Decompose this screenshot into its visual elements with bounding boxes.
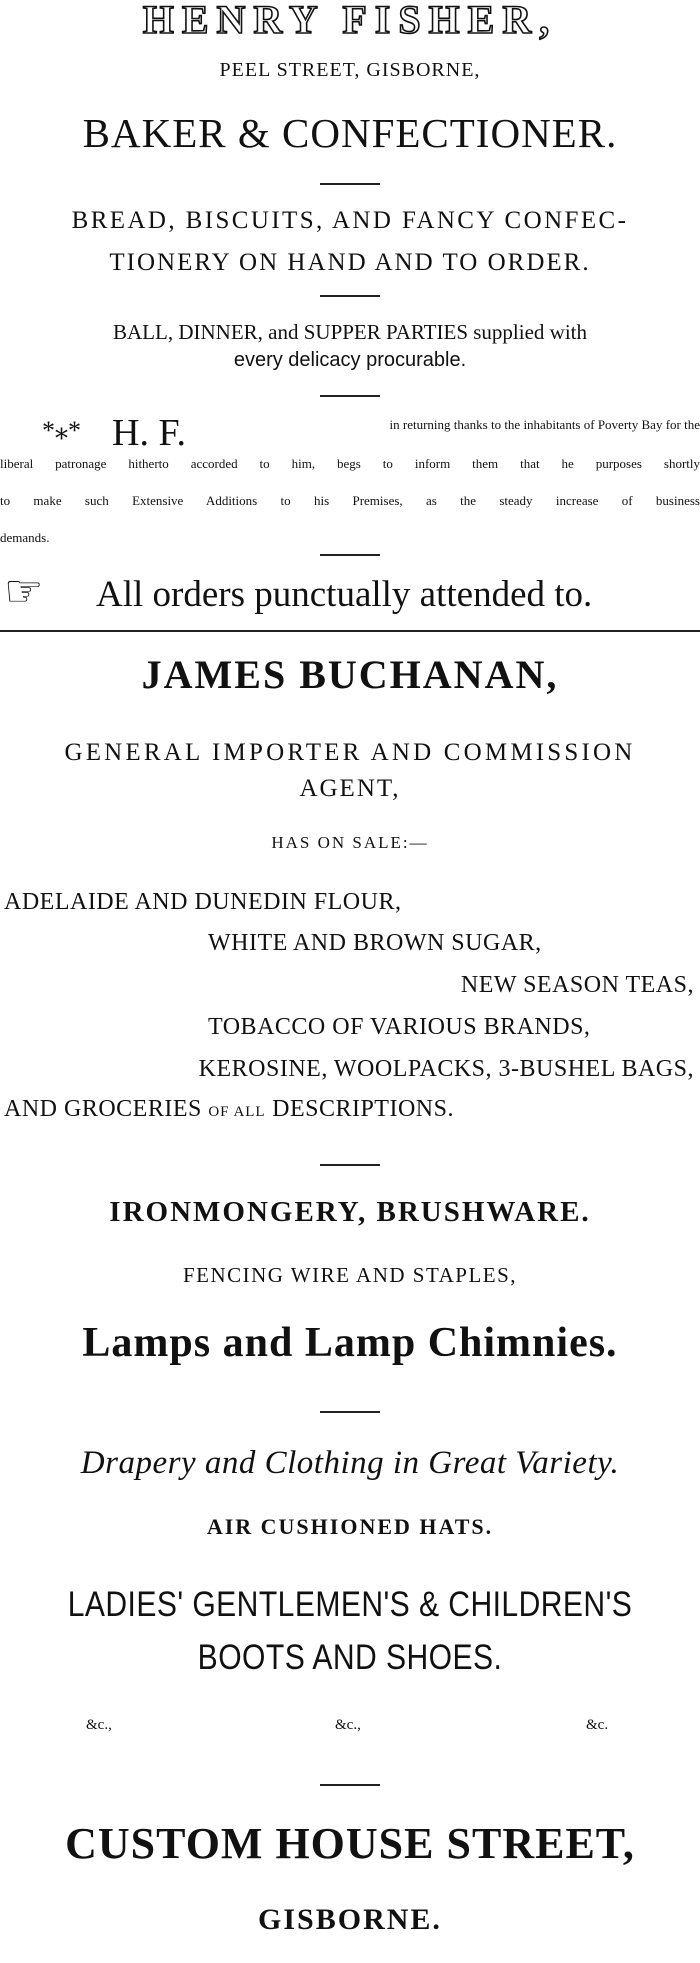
buchanan-town: GISBORNE. — [258, 1903, 442, 1936]
fisher-name: HENRY FISHER, — [142, 0, 558, 42]
goods-item: ADELAIDE AND DUNEDIN FLOUR, — [4, 889, 402, 915]
buchanan-boots-line-1: LADIES' GENTLEMEN'S & CHILDREN'S — [67, 1585, 633, 1624]
goods-item: WHITE AND BROWN SUGAR, — [208, 930, 542, 956]
divider — [320, 1784, 380, 1786]
buchanan-role-line-1: GENERAL IMPORTER AND COMMISSION — [64, 739, 636, 766]
groceries-part-a: AND GROCERIES — [4, 1096, 202, 1122]
goods-item: TOBACCO OF VARIOUS BRANDS, — [208, 1014, 591, 1040]
buchanan-on-sale: HAS ON SALE:— — [271, 833, 429, 852]
buchanan-fencing: FENCING WIRE AND STAPLES, — [182, 1263, 518, 1287]
pointing-hand-icon: ☞ — [4, 567, 44, 616]
etc-mark: &c., — [335, 1717, 361, 1733]
divider — [320, 395, 380, 397]
fisher-trade: BAKER & CONFECTIONER. — [82, 110, 618, 156]
buchanan-lamps: Lamps and Lamp Chimnies. — [82, 1320, 618, 1366]
fisher-notice-line-1: in returning thanks to the inhabitants of Poverty Bay for the — [389, 417, 700, 432]
etc-mark: &c., — [86, 1717, 112, 1733]
groceries-line — [4, 1097, 700, 1121]
fisher-initials: H. F. — [112, 412, 187, 454]
buchanan-role-line-2: AGENT, — [299, 775, 401, 802]
divider — [320, 554, 380, 556]
buchanan-drapery: Drapery and Clothing in Great Variety. — [80, 1445, 620, 1481]
divider — [320, 1411, 380, 1413]
divider — [320, 1164, 380, 1166]
fisher-orders: All orders punctually attended to. — [96, 574, 593, 615]
buchanan-hats: AIR CUSHIONED HATS. — [206, 1514, 494, 1539]
buchanan-name: JAMES BUCHANAN, — [141, 652, 559, 697]
advert-separator — [0, 630, 700, 632]
fisher-address: PEEL STREET, GISBORNE, — [219, 59, 481, 81]
fisher-notice-line-2: liberal patronage hitherto accorded to him, begs to inform them that he purposes shortly — [0, 456, 700, 471]
fisher-bread-line-2: TIONERY ON HAND AND TO ORDER. — [109, 249, 591, 276]
etc-mark: &c. — [586, 1717, 609, 1733]
fisher-notice-line-3: to make such Extensive Additions to his Premises, as the steady increase of business — [0, 493, 700, 508]
divider — [320, 183, 380, 185]
fisher-ball-line-2: every delicacy procurable. — [233, 349, 467, 371]
buchanan-ironmongery: IRONMONGERY, BRUSHWARE. — [109, 1196, 591, 1228]
goods-item: KEROSINE, WOOLPACKS, 3-BUSHEL BAGS, — [198, 1056, 694, 1082]
fisher-ball-line-1: BALL, DINNER, and SUPPER PARTIES supplied with — [113, 320, 587, 344]
groceries-part-b: OF ALL — [208, 1104, 266, 1120]
fisher-asterisks: *⁎* — [42, 416, 81, 445]
fisher-notice-line-4: demands. — [0, 530, 50, 545]
fisher-bread-line-1: BREAD, BISCUITS, AND FANCY CONFEC- — [71, 207, 629, 234]
divider — [320, 295, 380, 297]
groceries-part-c: DESCRIPTIONS. — [272, 1096, 454, 1122]
buchanan-boots-line-2: BOOTS AND SHOES. — [197, 1638, 503, 1677]
goods-item: NEW SEASON TEAS, — [460, 972, 694, 998]
buchanan-street: CUSTOM HOUSE STREET, — [65, 1819, 635, 1868]
